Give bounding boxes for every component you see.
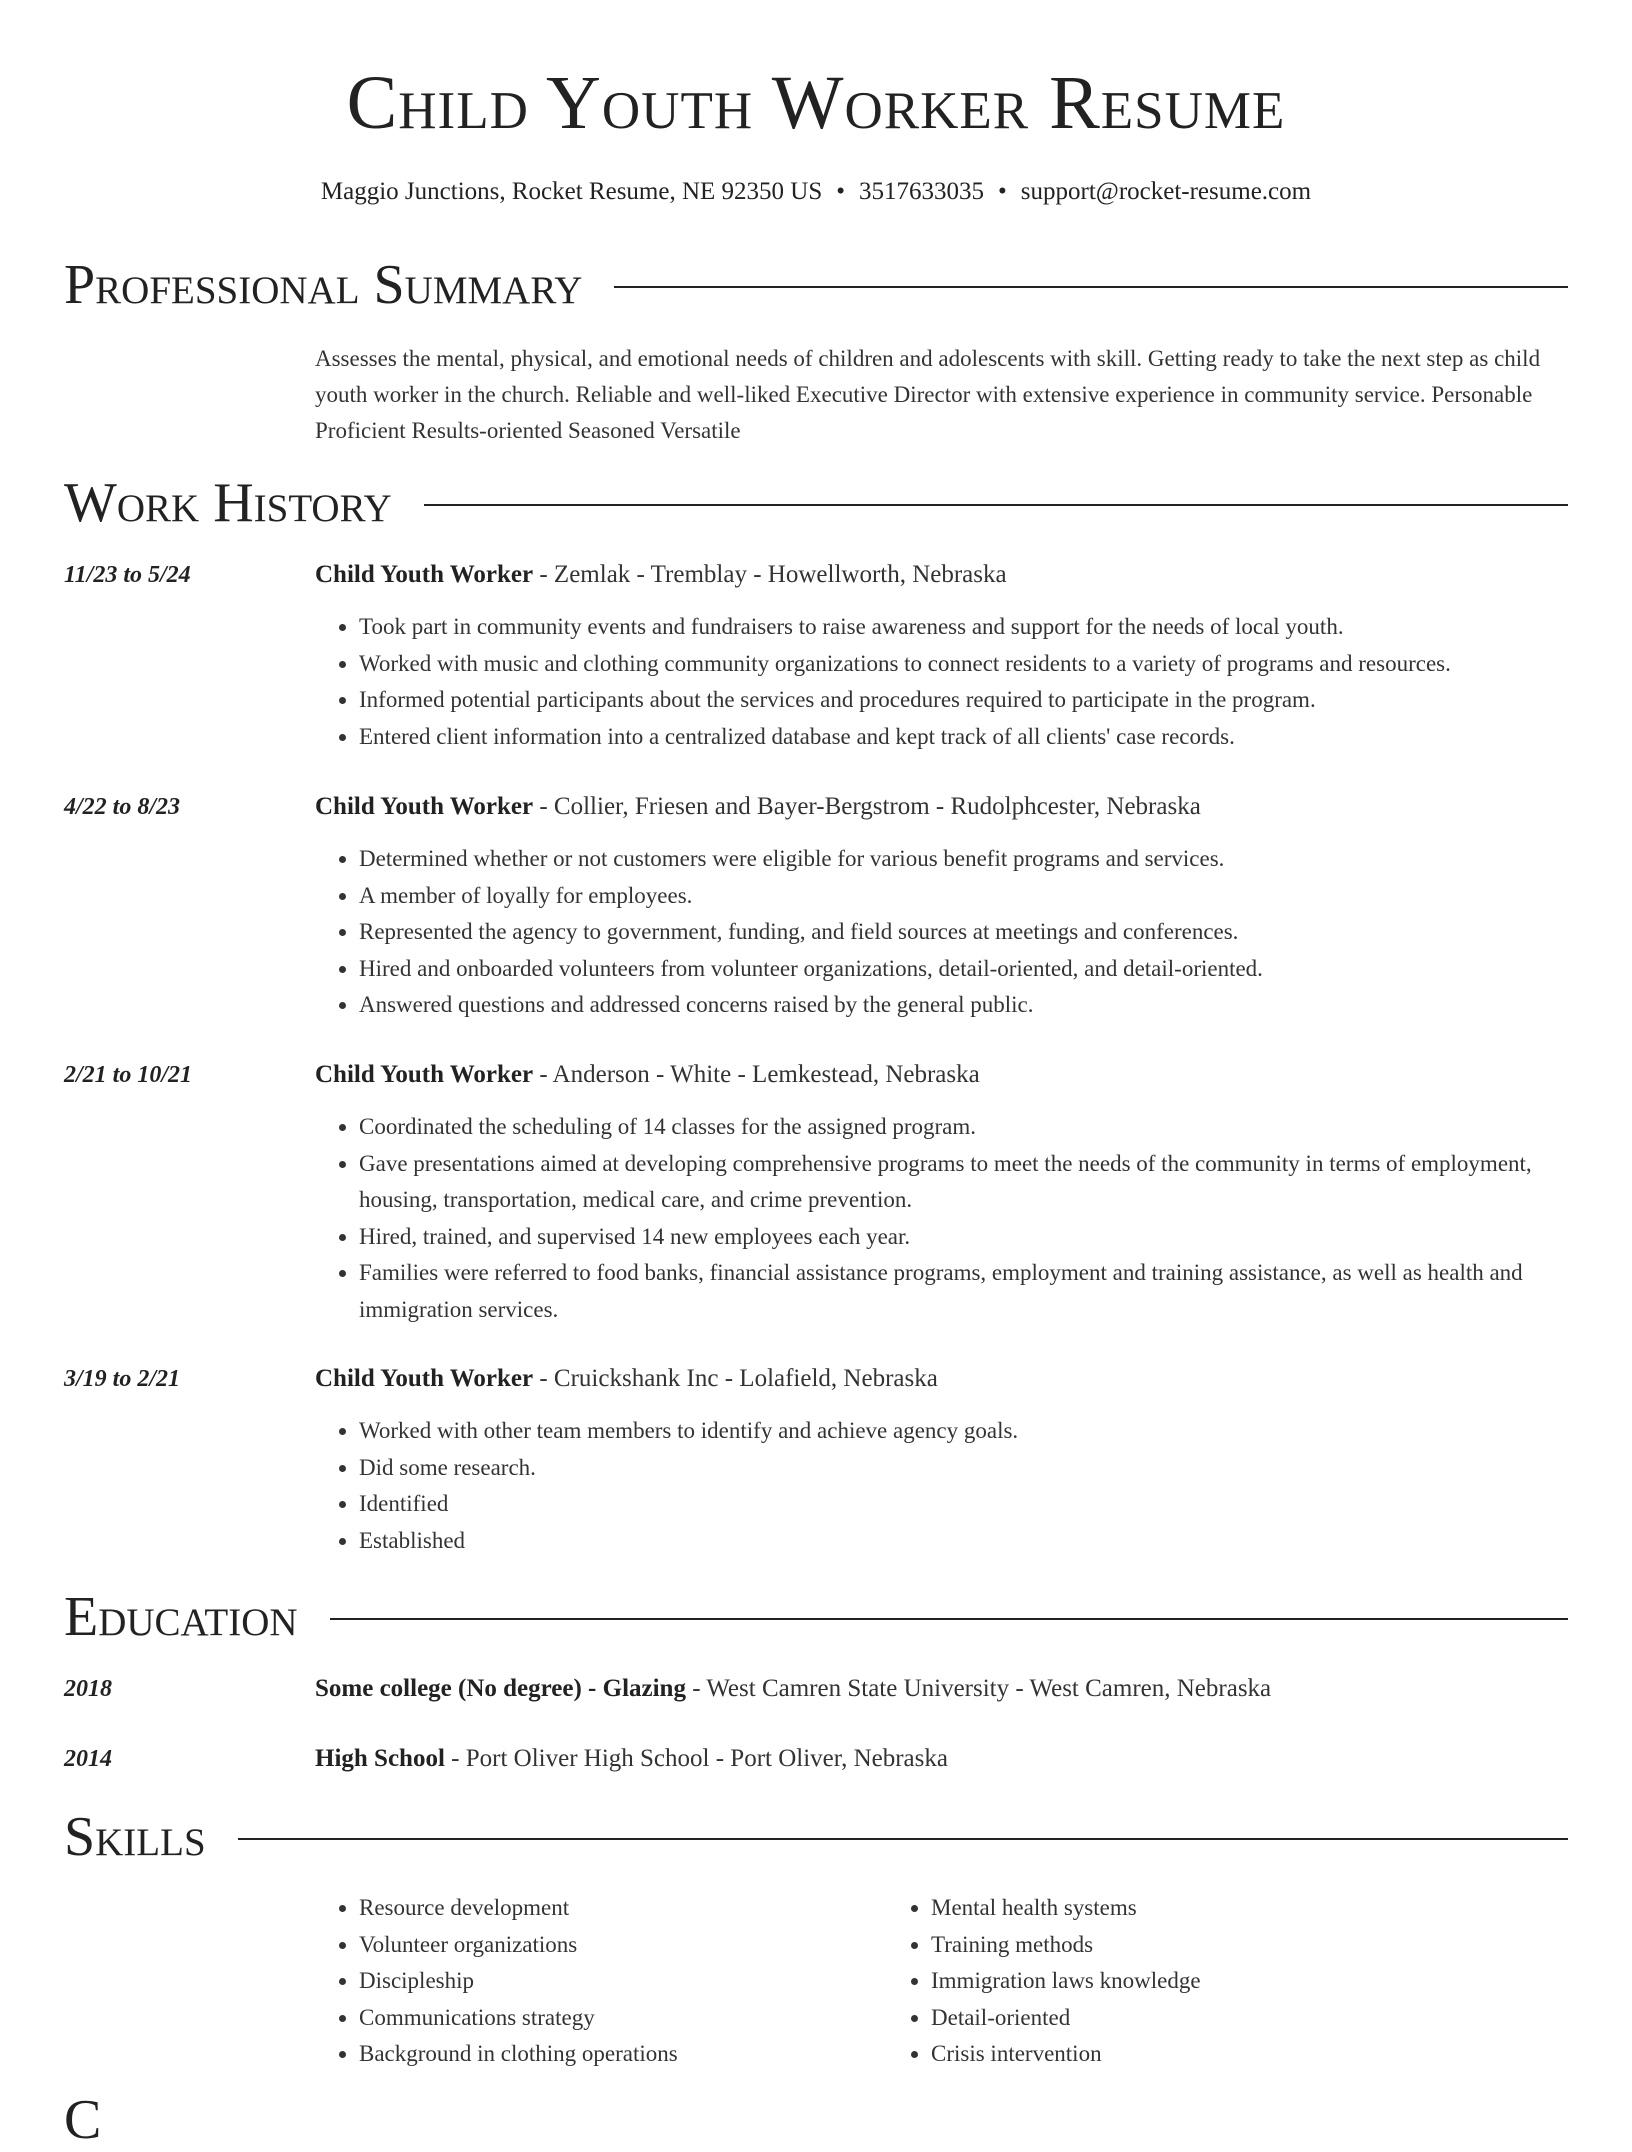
work-title-line	[315, 558, 1568, 592]
section-header-education	[64, 1585, 1568, 1649]
list-item: • Did some research.	[359, 1450, 1568, 1487]
section-title: Education	[64, 1586, 298, 1648]
skill-item: • Communications strategy	[359, 2000, 887, 2037]
work-bullets	[315, 609, 1568, 755]
skill-item: • Volunteer organizations	[359, 1927, 887, 1964]
list-item: • A member of loyally for employees.	[359, 878, 1568, 915]
work-title-line	[315, 1058, 1568, 1092]
list-item: • Coordinated the scheduling of 14 classes for the assigned program.	[359, 1109, 1568, 1146]
list-item: • Worked with other team members to identify and achieve agency goals.	[359, 1413, 1568, 1450]
skills-list	[315, 1890, 1570, 2073]
skill-item: • Detail-oriented	[931, 2000, 1459, 2037]
work-dates: 3/19 to 2/21	[64, 1366, 181, 1392]
skill-item: • Immigration laws knowledge	[931, 1963, 1459, 2000]
list-item: • Established	[359, 1523, 1568, 1560]
summary-text: Assesses the mental, physical, and emotional needs of children and adolescents with skill. Getting ready to take the next step as child youth worker in the church. Reliable and well-liked Executive Director with extensive experience in community service. Personable Proficient Results-oriented Seasoned Versatile	[315, 346, 1541, 443]
work-details: - Cruickshank Inc - Lolafield, Nebraska	[533, 1365, 938, 1392]
work-dates: 2/21 to 10/21	[64, 1062, 193, 1088]
section-header-work-history	[64, 471, 1568, 535]
resume-title: Child Youth Worker Resume	[346, 61, 1286, 145]
work-title-line	[315, 790, 1568, 824]
contact-address: Maggio Junctions, Rocket Resume, NE 92350 US	[320, 178, 823, 205]
skill-item: • Training methods	[931, 1927, 1459, 1964]
list-item: • Informed potential participants about the services and procedures required to participate in the program.	[359, 682, 1568, 719]
section-header-summary	[64, 253, 1568, 317]
list-item: • Worked with music and clothing community organizations to connect residents to a variety of programs and resources.	[359, 646, 1568, 683]
section-rule	[330, 1618, 1568, 1620]
contact-phone: 3517633035	[859, 178, 985, 205]
list-item: • Represented the agency to government, funding, and field sources at meetings and conferences.	[359, 914, 1568, 951]
skills-column-right	[887, 1890, 1459, 2073]
education-title-line	[315, 1672, 1568, 1706]
section-rule	[238, 1838, 1568, 1840]
list-item: • Took part in community events and fundraisers to raise awareness and support for the needs of local youth.	[359, 609, 1568, 646]
skills-column-left	[315, 1890, 887, 2073]
skill-item: • Resource development	[359, 1890, 887, 1927]
work-bullets	[315, 841, 1568, 1024]
education-degree: High School	[315, 1745, 445, 1772]
skill-item: • Crisis intervention	[931, 2036, 1459, 2073]
list-item: • Gave presentations aimed at developing comprehensive programs to meet the needs of the community in terms of employment, housing, transportation, medical care, and crime prevention.	[359, 1146, 1568, 1219]
section-header-skills	[64, 1805, 1568, 1869]
contact-separator: •	[998, 178, 1007, 205]
list-item: • Entered client information into a centralized database and kept track of all clients' case records.	[359, 719, 1568, 756]
education-degree: Some college (No degree) - Glazing	[315, 1675, 686, 1702]
contact-line	[0, 175, 1632, 209]
work-details: - Collier, Friesen and Bayer-Bergstrom - Rudolphcester, Nebraska	[533, 793, 1201, 820]
contact-separator: •	[836, 178, 846, 205]
skill-item: • Background in clothing operations	[359, 2036, 887, 2073]
section-title: Professional Summary	[64, 254, 583, 316]
contact-email: support@rocket-resume.com	[1020, 178, 1312, 205]
work-role: Child Youth Worker	[315, 793, 534, 820]
work-role: Child Youth Worker	[315, 1365, 534, 1392]
next-section-title-peek: C	[64, 2089, 102, 2151]
education-year: 2018	[64, 1676, 112, 1702]
work-role: Child Youth Worker	[315, 561, 534, 588]
education-title-line	[315, 1742, 1568, 1776]
skill-item: • Mental health systems	[931, 1890, 1459, 1927]
work-dates: 11/23 to 5/24	[64, 562, 191, 588]
work-details: - Anderson - White - Lemkestead, Nebraska	[533, 1061, 980, 1088]
section-title: Work History	[64, 472, 392, 534]
list-item: • Hired, trained, and supervised 14 new employees each year.	[359, 1219, 1568, 1256]
list-item: • Determined whether or not customers were eligible for various benefit programs and services.	[359, 841, 1568, 878]
work-bullets	[315, 1109, 1568, 1329]
list-item: • Hired and onboarded volunteers from volunteer organizations, detail-oriented, and detail-oriented.	[359, 951, 1568, 988]
education-details: - Port Oliver High School - Port Oliver, Nebraska	[444, 1745, 948, 1772]
work-dates: 4/22 to 8/23	[64, 794, 181, 820]
list-item: • Identified	[359, 1486, 1568, 1523]
work-title-line	[315, 1362, 1568, 1396]
section-title: Skills	[64, 1806, 206, 1868]
section-rule	[614, 286, 1568, 288]
work-role: Child Youth Worker	[315, 1061, 534, 1088]
work-bullets	[315, 1413, 1568, 1559]
list-item: • Families were referred to food banks, financial assistance programs, employment and training assistance, as well as health and immigration services.	[359, 1255, 1568, 1328]
list-item: • Answered questions and addressed concerns raised by the general public.	[359, 987, 1568, 1024]
education-details: - West Camren State University - West Camren, Nebraska	[685, 1675, 1272, 1702]
skill-item: • Discipleship	[359, 1963, 887, 2000]
section-rule	[424, 504, 1568, 506]
education-year: 2014	[64, 1746, 112, 1772]
work-details: - Zemlak - Tremblay - Howellworth, Nebraska	[533, 561, 1007, 588]
